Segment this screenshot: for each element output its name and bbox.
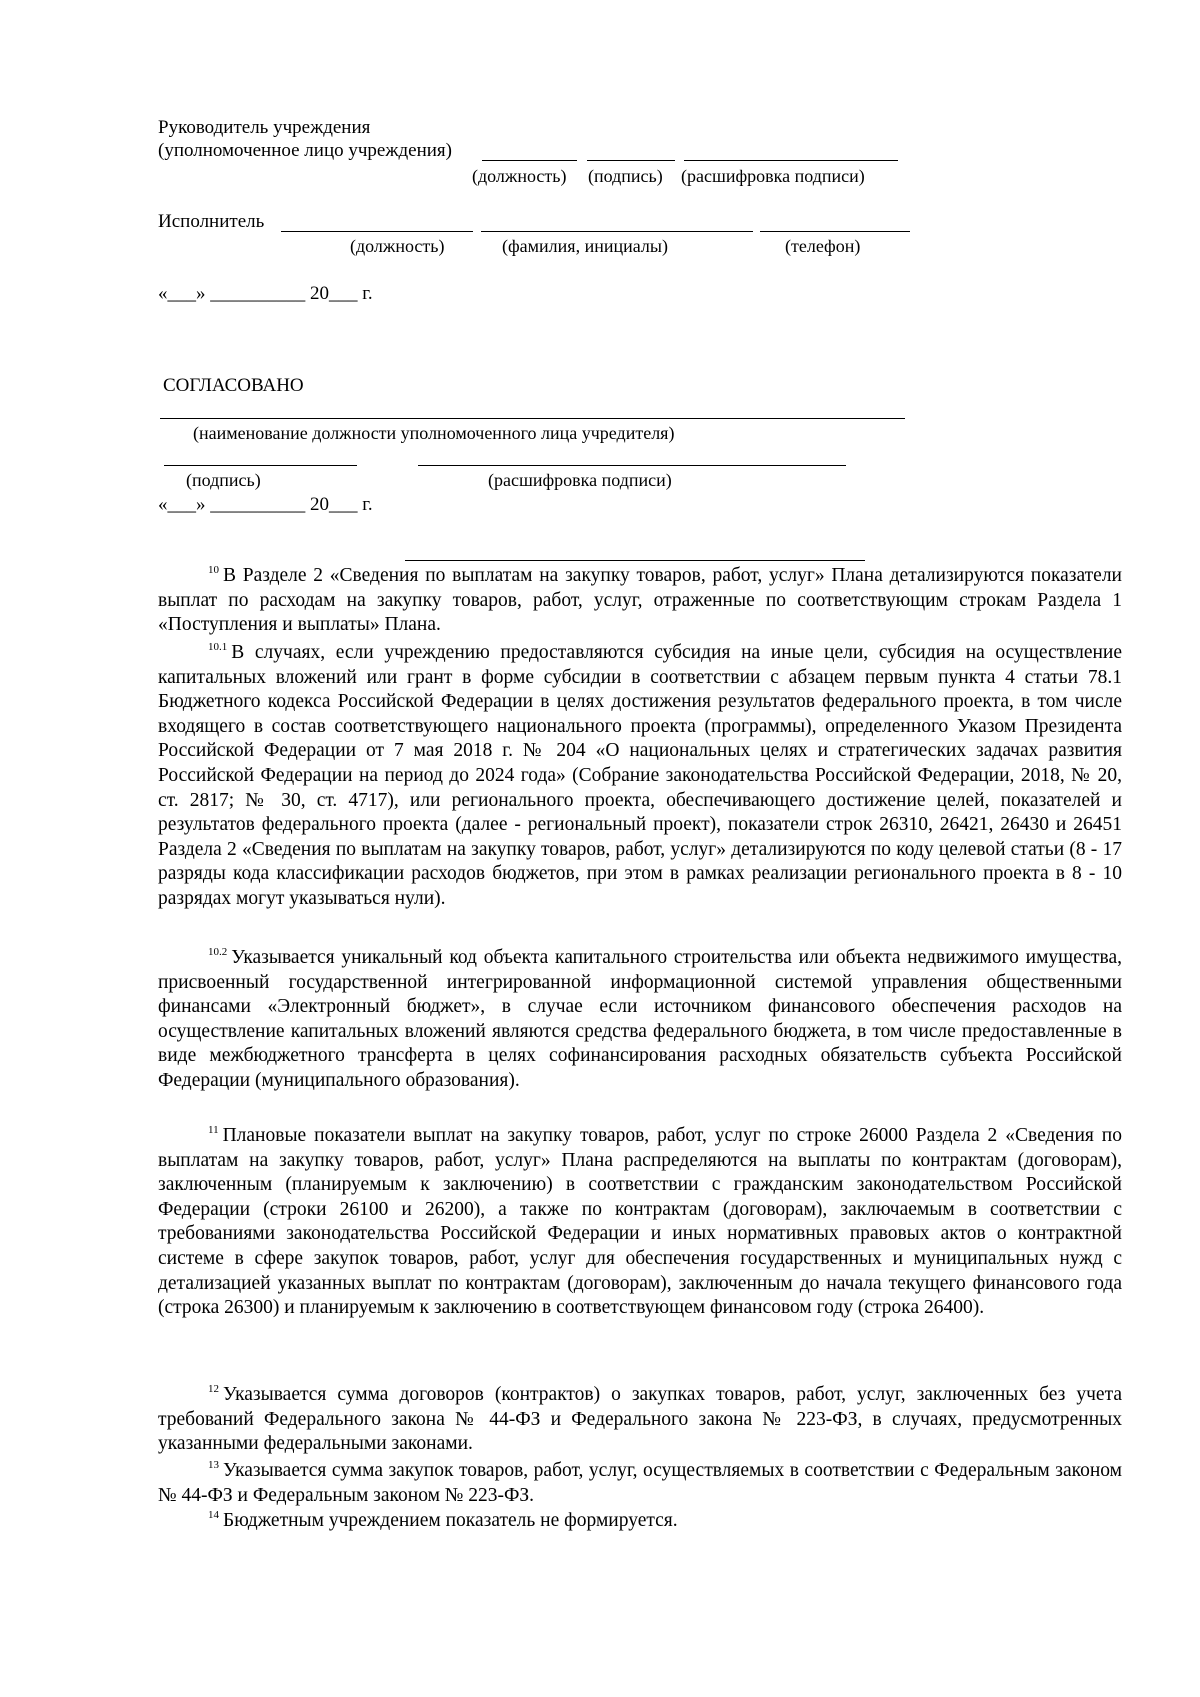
executor-position-line <box>281 231 473 232</box>
footnote-mark: 10.2 <box>208 946 228 958</box>
agreed-decode-caption: (расшифровка подписи) <box>488 470 672 490</box>
agreed-position-caption: (наименование должности уполномоченного лица учредителя) <box>193 423 675 443</box>
caption-position: (должность) <box>472 166 567 186</box>
footnote-text: Плановые показатели выплат на закупку товаров, работ, услуг по строке 26000 Раздела 2 «Сведения по выплатам на закупку товаров, работ, услуг» Плана распределяются на выплаты по контрактам (договорам), заключенным (планируемым к заключению) в соответствии с гражданским законодательством Российской Федерации (строки 26100 и 26200), а также по контрактам (договорам), заключаемым в соответствии с требованиями законодательства Российской Федерации и иных нормативных правовых актов о контрактной системе в сфере закупок товаров, работ, услуг для обеспечения государственных и муниципальных нужд с детализацией указанных выплат по контрактам (договорам), заключенным до начала текущего финансового года (строка 26300) и планируемым к заключению в соответствующем финансовом году (строка 26400). <box>158 1125 1122 1319</box>
authorized-person-label: (уполномоченное лицо учреждения) <box>158 140 452 161</box>
footnote-10 <box>158 564 1122 638</box>
footnote-text: Бюджетным учреждением показатель не формируется. <box>223 1510 678 1531</box>
agreed-position-line <box>160 418 905 419</box>
footnote-text: Указывается уникальный код объекта капитального строительства или объекта недвижимого имущества, присвоенный государственной интегрированной информационной системой управления общественными финансами «Электронный бюджет», в случае если источником финансового обеспечения расходов на осуществление капитальных вложений являются средства федерального бюджета, в том числе предоставленные в виде межбюджетного трансферта в целях софинансирования расходных обязательств субъекта Российской Федерации (муниципального образования). <box>158 947 1122 1091</box>
executor-name-line <box>481 231 753 232</box>
executor-label: Исполнитель <box>158 211 265 232</box>
footnote-mark: 14 <box>208 1509 219 1521</box>
footnote-mark: 10.1 <box>208 641 228 653</box>
footnote-12 <box>158 1383 1122 1457</box>
caption-executor-position: (должность) <box>350 236 445 256</box>
signature-decode-line <box>684 160 898 161</box>
footnote-separator <box>405 560 865 561</box>
caption-executor-phone: (телефон) <box>785 236 861 256</box>
footnote-text: Указывается сумма договоров (контрактов) о закупках товаров, работ, услуг, заключенных без учета требований Федерального закона № 44-ФЗ и Федерального закона № 223-ФЗ, в случаях, предусмотренных указанными федеральными законами. <box>158 1384 1122 1455</box>
footnote-mark: 13 <box>208 1459 219 1471</box>
footnote-11 <box>158 1124 1122 1321</box>
head-label: Руководитель учреждения <box>158 117 371 138</box>
agreed-signature-caption: (подпись) <box>186 470 261 490</box>
agreed-decode-line <box>418 465 846 466</box>
footnote-text: В случаях, если учреждению предоставляются субсидия на иные цели, субсидия на осуществление капитальных вложений или грант в форме субсидии в соответствии с абзацем первым пункта 4 статьи 78.1 Бюджетного кодекса Российской Федерации в целях достижения результатов федерального проекта, в том числе входящего в состав соответствующего национального проекта (программы), определенного Указом Президента Российской Федерации от 7 мая 2018 г. № 204 «О национальных целях и стратегических задачах развития Российской Федерации на период до 2024 года» (Собрание законодательства Российской Федерации, 2018, № 20, ст. 2817; № 30, ст. 4717), или регионального проекта, обеспечивающего достижение целей, показателей и результатов федерального проекта (далее - региональный проект), показатели строк 26310, 26421, 26430 и 26451 Раздела 2 «Сведения по выплатам на закупку товаров, работ, услуг» детализируются по коду целевой статьи (8 - 17 разряды кода классификации расходов бюджетов, при этом в рамках реализации регионального проекта в 8 - 10 разрядах могут указываться нули). <box>158 642 1122 909</box>
date-line: «___» __________ 20___ г. <box>158 283 373 304</box>
agreed-signature-line <box>164 465 357 466</box>
caption-signature: (подпись) <box>588 166 663 186</box>
footnote-text: В Разделе 2 «Сведения по выплатам на закупку товаров, работ, услуг» Плана детализируются показатели выплат по расходам на закупку товаров, работ, услуг, отраженные по соответствующим строкам Раздела 1 «Поступления и выплаты» Плана. <box>158 565 1122 636</box>
footnote-14 <box>158 1509 1122 1534</box>
footnote-mark: 12 <box>208 1383 219 1395</box>
footnote-10-2 <box>158 946 1122 1094</box>
footnote-10-1 <box>158 641 1122 912</box>
agreed-date-line: «___» __________ 20___ г. <box>158 494 373 515</box>
caption-decode: (расшифровка подписи) <box>681 166 865 186</box>
signature-line <box>587 160 675 161</box>
executor-phone-line <box>760 231 910 232</box>
footnote-13 <box>158 1459 1122 1508</box>
footnote-mark: 11 <box>208 1124 219 1136</box>
footnote-text: Указывается сумма закупок товаров, работ, услуг, осуществляемых в соответствии с Федеральным законом № 44-ФЗ и Федеральным законом № 223-ФЗ. <box>158 1460 1122 1506</box>
footnote-mark: 10 <box>208 564 219 576</box>
caption-executor-name: (фамилия, инициалы) <box>502 236 668 256</box>
position-line <box>482 160 577 161</box>
agreed-title: СОГЛАСОВАНО <box>163 375 304 396</box>
